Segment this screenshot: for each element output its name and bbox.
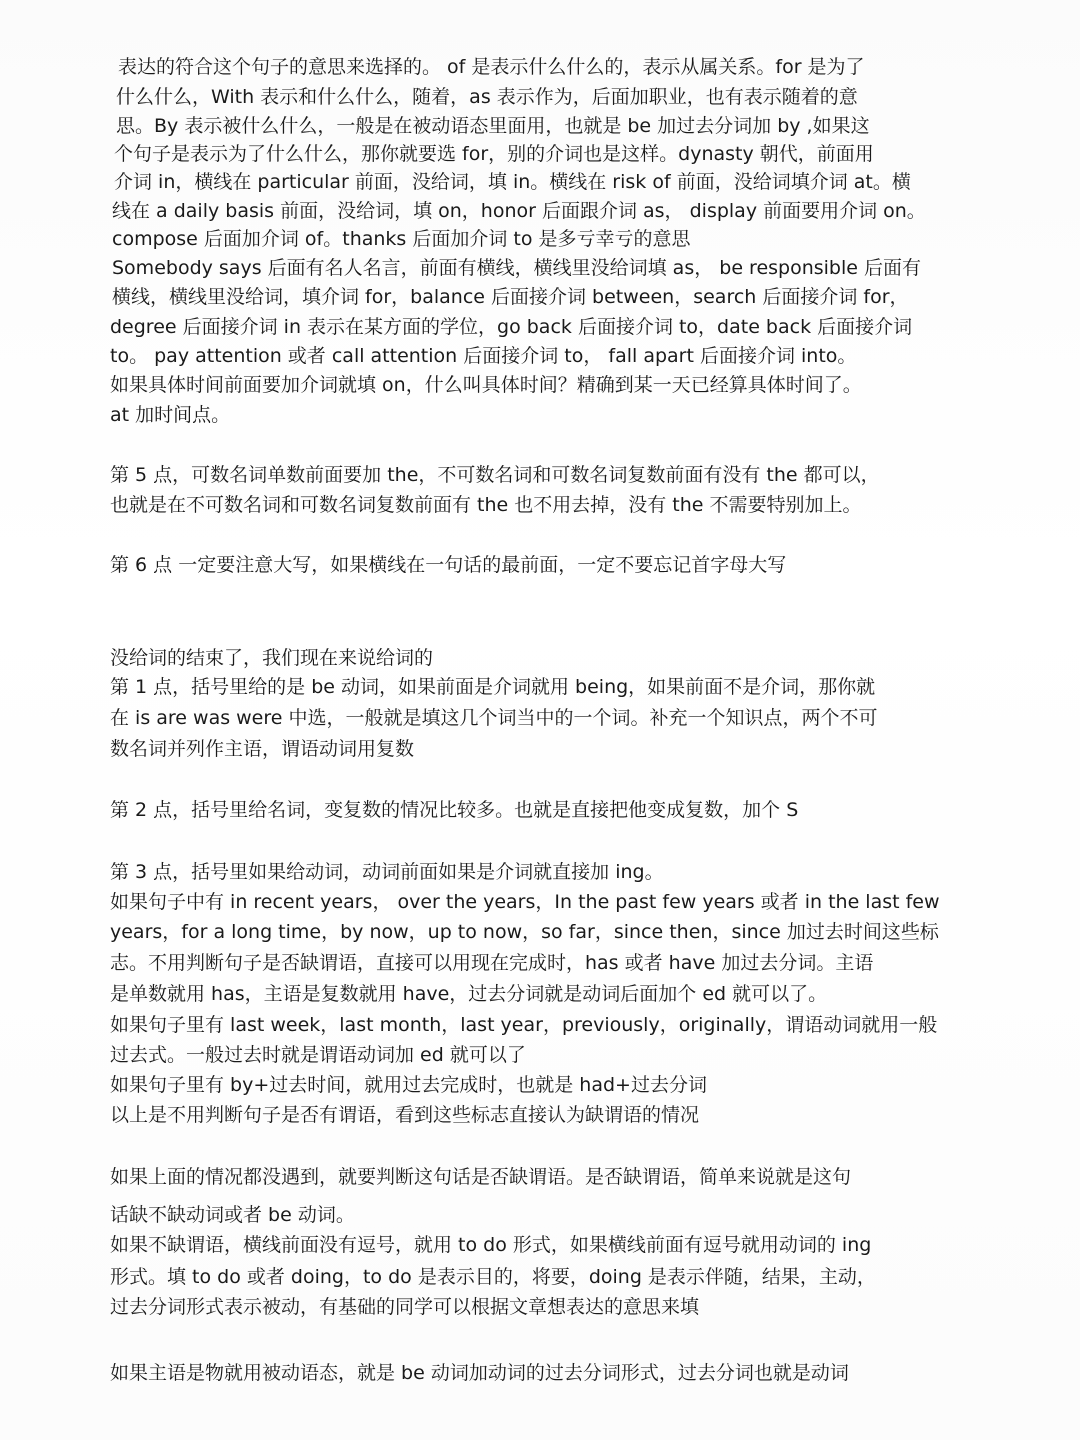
text-line: 个句子是表示为了什么什么，那你就要选 for，别的介词也是这样。dynasty 朝代，前面用 — [114, 143, 874, 165]
text-line: 如果上面的情况都没遇到，就要判断这句话是否缺谓语。是否缺谓语，简单来说就是这句 — [110, 1166, 852, 1188]
text-line: 如果主语是物就用被动语态，就是 be 动词加动词的过去分词形式，过去分词也就是动词 — [110, 1362, 849, 1384]
text-line: 形式。填 to do 或者 doing，to do 是表示目的，将要，doing 是表示伴随，结果，主动， — [110, 1266, 876, 1288]
text-line: 第 3 点，括号里如果给动词，动词前面如果是介词就直接加 ing。 — [110, 861, 664, 883]
text-line: 如果句子里有 by+过去时间，就用过去完成时，也就是 had+过去分词 — [110, 1074, 707, 1096]
text-line: to。 pay attention 或者 call attention 后面接介词 to， fall apart 后面接介词 into。 — [110, 345, 857, 367]
text-line: 表达的符合这个句子的意思来选择的。 of 是表示什么什么的，表示从属关系。for 是为了 — [118, 56, 865, 78]
text-line: 思。By 表示被什么什么，一般是在被动语态里面用，也就是 be 加过去分词加 by ,如果这 — [116, 115, 870, 137]
text-line: 没给词的结束了，我们现在来说给词的 — [110, 647, 434, 669]
text-line: 第 5 点，可数名词单数前面要加 the，不可数名词和可数名词复数前面有没有 the 都可以， — [110, 464, 880, 486]
text-line: compose 后面加介词 of。thanks 后面加介词 to 是多亏幸亏的意思 — [112, 228, 691, 250]
text-line: 也就是在不可数名词和可数名词复数前面有 the 也不用去掉，没有 the 不需要特别加上。 — [110, 494, 862, 516]
text-line: degree 后面接介词 in 表示在某方面的学位，go back 后面接介词 to，date back 后面接介词 — [110, 316, 913, 338]
text-line: 线在 a daily basis 前面，没给词，填 on，honor 后面跟介词 as， display 前面要用介词 on。 — [112, 200, 926, 222]
text-line: 过去分词形式表示被动，有基础的同学可以根据文章想表达的意思来填 — [110, 1296, 700, 1318]
text-line: 过去式。一般过去时就是谓语动词加 ed 就可以了 — [110, 1044, 526, 1066]
text-line: 数名词并列作主语，谓语动词用复数 — [110, 738, 415, 760]
text-line: 如果句子里有 last week，last month，last year，previously，originally，谓语动词就用一般 — [110, 1014, 938, 1036]
text-line: 在 is are was were 中选，一般就是填这几个词当中的一个词。补充一个知识点，两个不可 — [110, 707, 878, 729]
text-line: 志。不用判断句子是否缺谓语，直接可以用现在完成时，has 或者 have 加过去分词。主语 — [110, 952, 874, 974]
text-line: 以上是不用判断句子是否有谓语，看到这些标志直接认为缺谓语的情况 — [110, 1104, 700, 1126]
text-line: 是单数就用 has，主语是复数就用 have，过去分词就是动词后面加个 ed 就可以了。 — [110, 983, 828, 1005]
text-line: 如果具体时间前面要加介词就填 on，什么叫具体时间？精确到某一天已经算具体时间了。 — [110, 374, 862, 396]
text-line: 横线，横线里没给词，填介词 for，balance 后面接介词 between，search 后面接介词 for， — [112, 286, 909, 308]
text-line: 话缺不缺动词或者 be 动词。 — [110, 1204, 355, 1226]
text-line: 什么什么，With 表示和什么什么，随着，as 表示作为，后面加职业，也有表示随着的意 — [116, 86, 858, 108]
text-line: at 加时间点。 — [110, 404, 231, 426]
text-line: 如果句子中有 in recent years， over the years，In the past few years 或者 in the last few — [110, 891, 940, 913]
text-line: years，for a long time，by now，up to now，so far，since then，since 加过去时间这些标 — [110, 921, 939, 943]
text-line: 第 6 点 一定要注意大写，如果横线在一句话的最前面，一定不要忘记首字母大写 — [110, 554, 787, 576]
text-line: 如果不缺谓语，横线前面没有逗号，就用 to do 形式，如果横线前面有逗号就用动词的 ing — [110, 1234, 872, 1256]
text-line: 第 1 点，括号里给的是 be 动词，如果前面是介词就用 being，如果前面不是介词，那你就 — [110, 676, 876, 698]
text-line: 介词 in，横线在 particular 前面，没给词，填 in。横线在 risk of 前面，没给词填介词 at。横 — [114, 171, 911, 193]
text-line: 第 2 点，括号里给名词，变复数的情况比较多。也就是直接把他变成复数，加个 S — [110, 799, 799, 821]
text-line: Somebody says 后面有名人名言，前面有横线，横线里没给词填 as， be responsible 后面有 — [112, 257, 922, 279]
